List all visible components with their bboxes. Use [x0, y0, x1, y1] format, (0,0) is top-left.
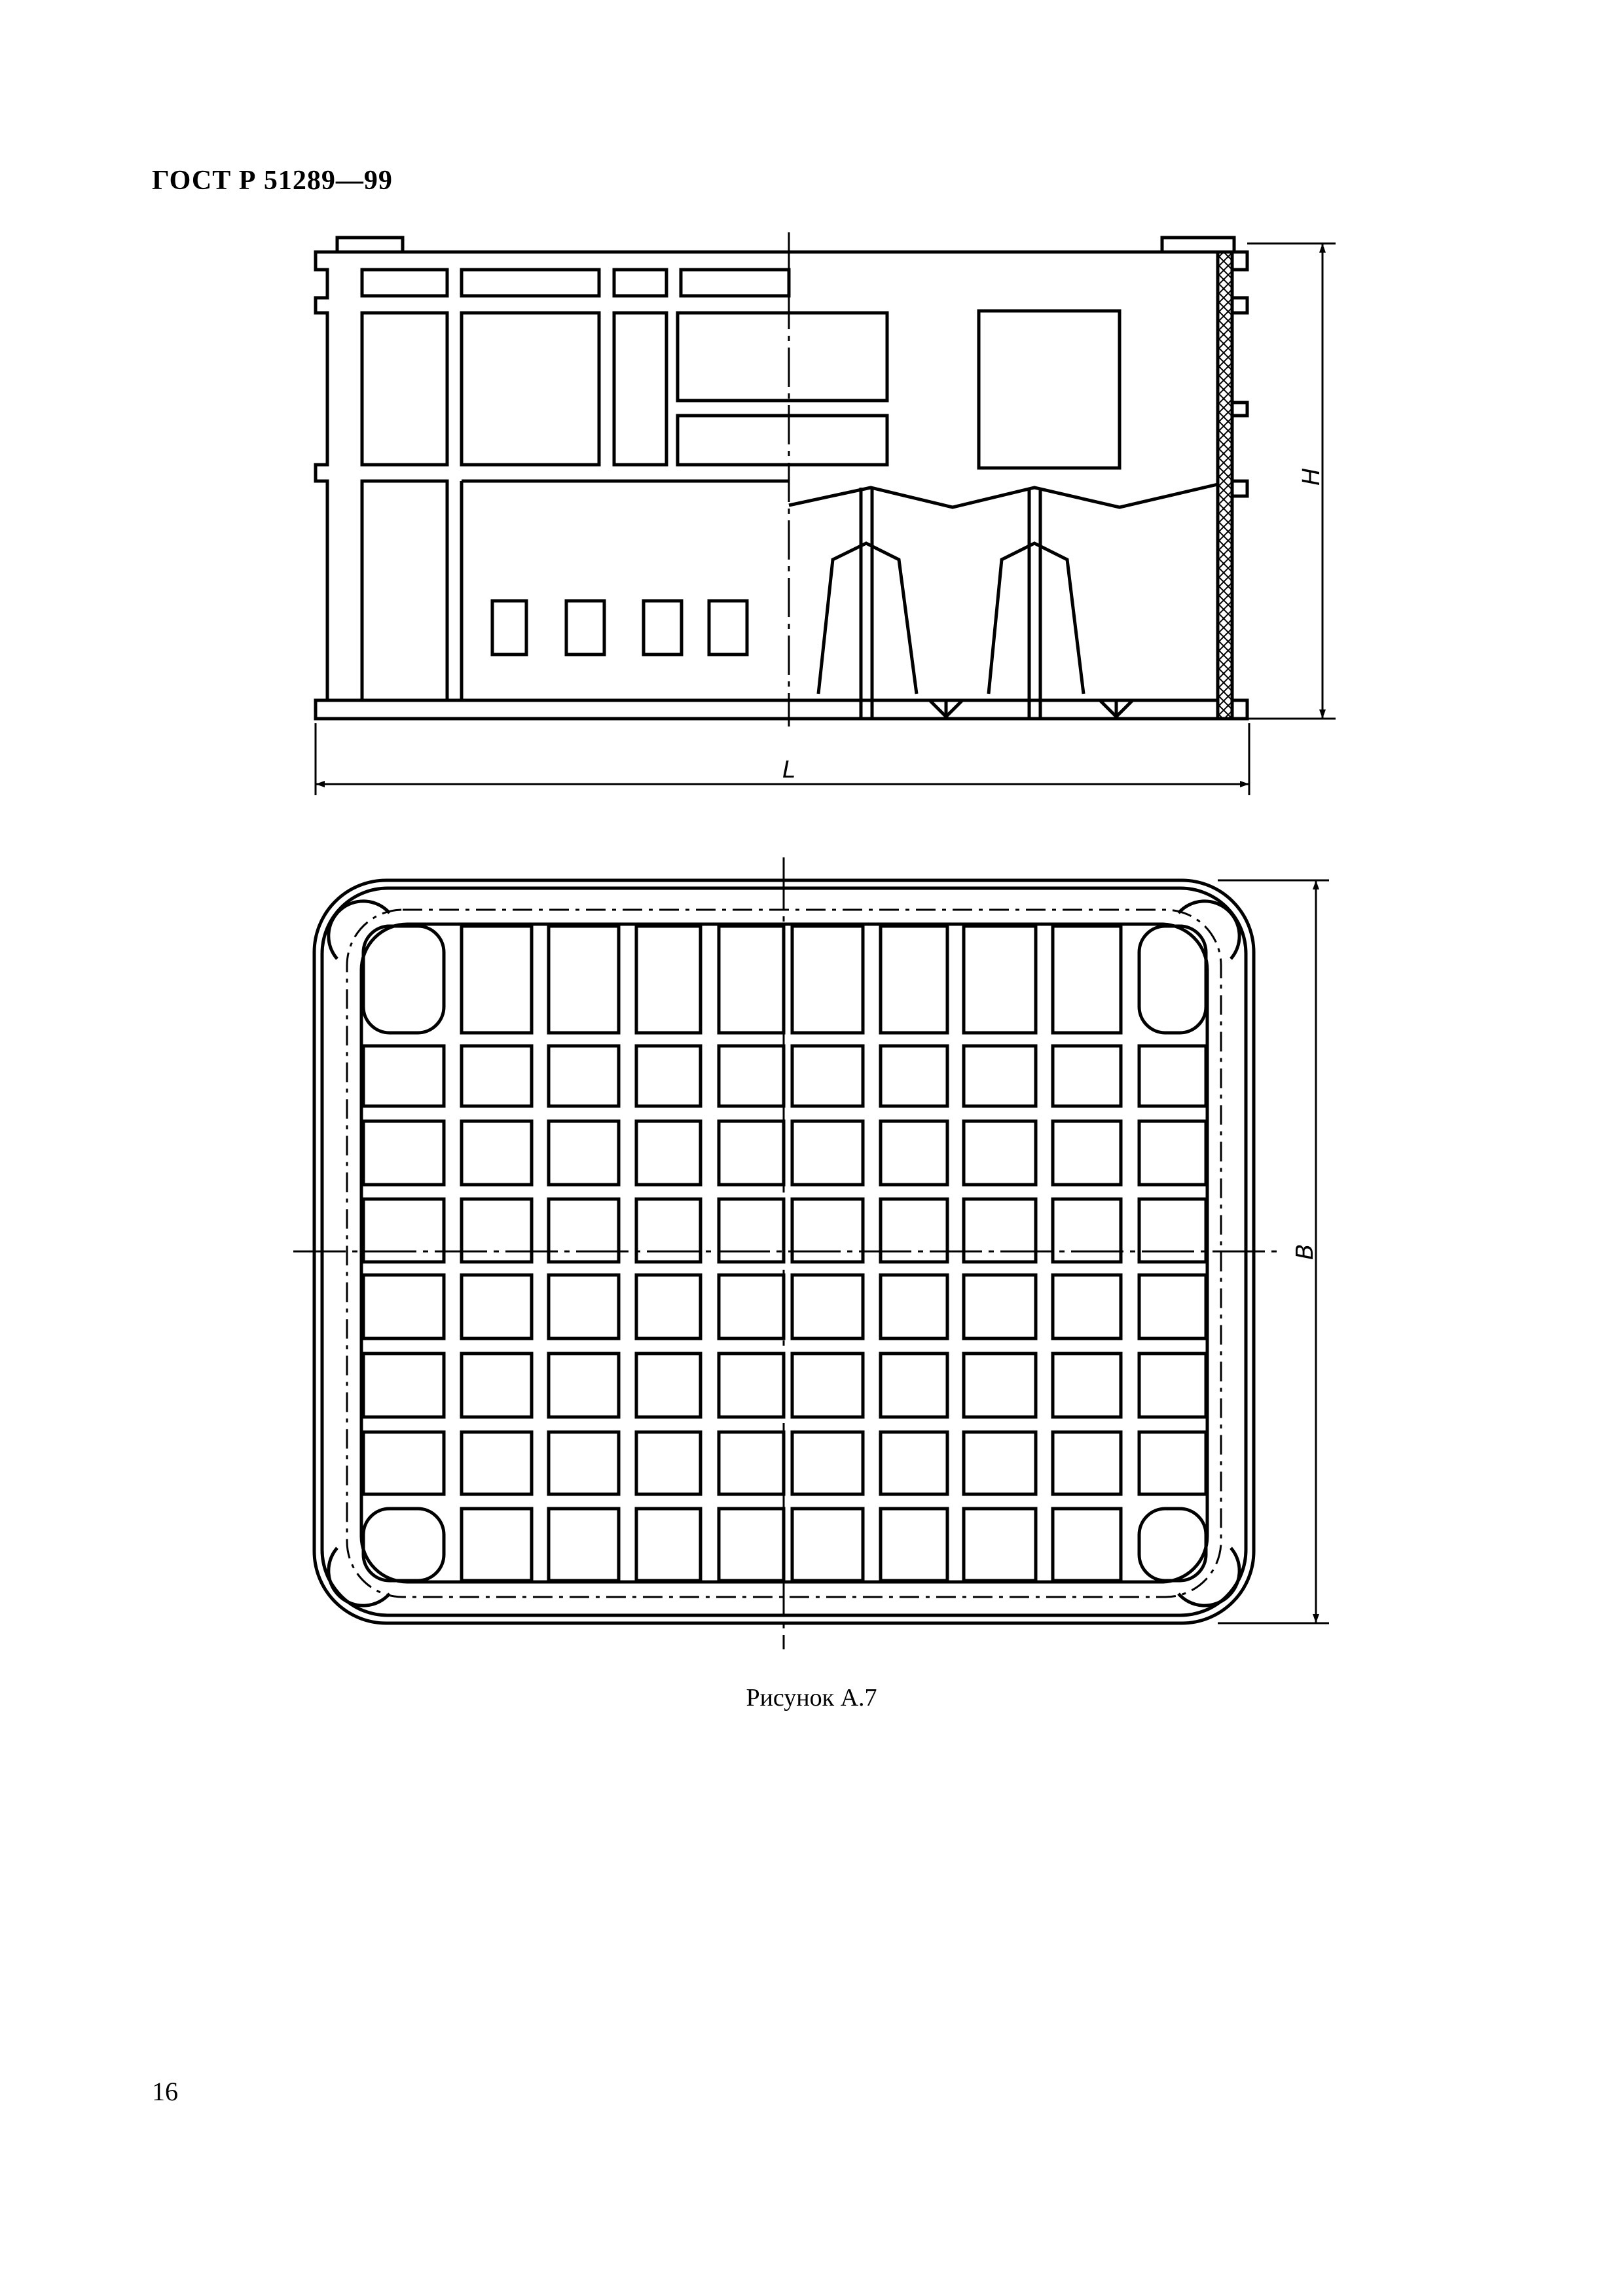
grid-cell — [964, 1354, 1036, 1417]
grid-cell — [881, 926, 947, 1033]
grid-cell — [792, 1432, 863, 1494]
grid-cell — [1139, 1046, 1206, 1106]
grid-cell — [964, 926, 1036, 1033]
grid-cell — [636, 1354, 701, 1417]
grid-cell — [549, 1354, 619, 1417]
grid-cell — [881, 1432, 947, 1494]
grid-cell — [462, 1121, 532, 1185]
grid-cell — [719, 926, 784, 1033]
grid-cell — [719, 1432, 784, 1494]
grid-cell — [792, 1275, 863, 1338]
grid-cell — [792, 926, 863, 1033]
grid-cell — [881, 1121, 947, 1185]
grid-cell — [792, 1121, 863, 1185]
grid-cell — [881, 1275, 947, 1338]
grid-cell — [462, 1509, 532, 1581]
grid-cell — [363, 1121, 444, 1185]
grid-cell — [1053, 1046, 1121, 1106]
grid-cell — [636, 926, 701, 1033]
grid-cell — [549, 1046, 619, 1106]
grid-cell — [881, 1509, 947, 1581]
side-view — [316, 238, 1234, 719]
grid-cell — [363, 1046, 444, 1106]
grid-cell — [549, 1275, 619, 1338]
grid-cell — [719, 1354, 784, 1417]
grid-cell — [964, 1046, 1036, 1106]
grid-cell — [1053, 1199, 1121, 1262]
grid-cell — [462, 926, 532, 1033]
dimension-H-label: H — [1298, 467, 1325, 486]
grid-cell — [363, 1199, 444, 1262]
grid-cell — [549, 1432, 619, 1494]
grid-cell — [719, 1046, 784, 1106]
grid-cell — [1053, 1275, 1121, 1338]
grid-cell — [636, 1275, 701, 1338]
grid-cell — [792, 1199, 863, 1262]
grid-cell — [549, 1509, 619, 1581]
dimension-L-label: L — [782, 757, 796, 783]
grid-cell — [636, 1046, 701, 1106]
grid-cell — [462, 1046, 532, 1106]
dimension-B-label: B — [1292, 1244, 1319, 1260]
figure-caption: Рисунок А.7 — [746, 1684, 877, 1712]
grid-cell — [881, 1199, 947, 1262]
grid-cell — [549, 1121, 619, 1185]
grid-cell — [881, 1046, 947, 1106]
document-header: ГОСТ Р 51289—99 — [152, 166, 393, 196]
grid-cell — [964, 1509, 1036, 1581]
grid-cell — [792, 1354, 863, 1417]
grid-cell — [1053, 1432, 1121, 1494]
grid-cell — [719, 1275, 784, 1338]
grid-cell — [1053, 926, 1121, 1033]
grid-cell — [1139, 1354, 1206, 1417]
grid-cell — [1053, 1354, 1121, 1417]
grid-cell — [1053, 1509, 1121, 1581]
grid-cell — [1053, 1121, 1121, 1185]
grid-cell — [1139, 1199, 1206, 1262]
grid-cell — [964, 1275, 1036, 1338]
grid-cell — [363, 1354, 444, 1417]
grid-cell — [549, 926, 619, 1033]
page-number: 16 — [152, 2077, 178, 2106]
grid-cell — [964, 1432, 1036, 1494]
grid-cell — [636, 1199, 701, 1262]
grid-cell — [1139, 1432, 1206, 1494]
wall-section — [1218, 252, 1247, 719]
grid-cell — [363, 1275, 444, 1338]
grid-cell — [964, 1199, 1036, 1262]
grid-cell — [1139, 1121, 1206, 1185]
grid-cell — [462, 1354, 532, 1417]
grid-cell — [1139, 1275, 1206, 1338]
grid-cell — [462, 1199, 532, 1262]
grid-cell — [636, 1121, 701, 1185]
grid-cell — [719, 1509, 784, 1581]
grid-cell — [719, 1121, 784, 1185]
grid-cell — [881, 1354, 947, 1417]
grid-cell — [636, 1509, 701, 1581]
grid-cell — [964, 1121, 1036, 1185]
grid-cell — [549, 1199, 619, 1262]
grid-cell — [363, 1432, 444, 1494]
grid-cell — [462, 1275, 532, 1338]
grid-cell — [1139, 1509, 1206, 1581]
grid-cell — [719, 1199, 784, 1262]
grid-cell — [792, 1046, 863, 1106]
grid-cell — [636, 1432, 701, 1494]
grid-cell — [792, 1509, 863, 1581]
grid-cell — [462, 1432, 532, 1494]
grid-cell — [363, 926, 444, 1033]
